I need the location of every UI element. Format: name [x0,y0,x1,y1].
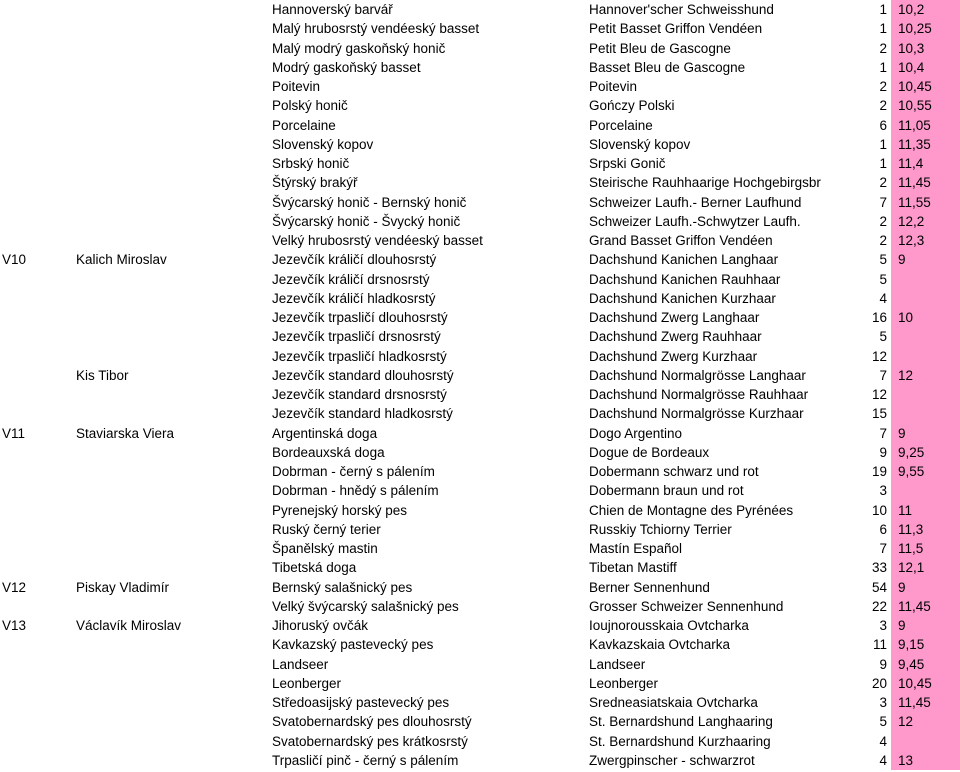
time-cell: 9 [891,250,960,269]
breed-cz-cell: Švýcarský honič - Švycký honič [272,213,461,229]
time-cell: 11,55 [891,193,960,212]
breed-cz-cell: Španělský mastin [272,541,378,556]
table-row [0,250,960,269]
time-cell: 9,55 [891,462,960,481]
entry-count-cell: 9 [879,444,887,460]
breed-orig-cell: Dachshund Zwerg Langhaar [589,310,760,325]
breed-cz-cell: Jezevčík králičí hladkosrstý [272,290,436,306]
time-cell: 10,4 [891,58,960,77]
time-cell: 11,45 [891,173,960,192]
time-cell: 9,15 [891,635,960,654]
entry-count-cell: 4 [879,290,887,306]
time-cell: 9 [891,616,960,635]
breed-orig-cell: Leonberger [589,675,659,691]
breed-orig-cell: Schweizer Laufh.- Berner Laufhund [589,194,802,210]
time-cell: 12 [891,712,960,731]
breed-orig-cell: Dobermann schwarz und rot [589,464,759,479]
breed-cz-cell: Leonberger [272,675,342,691]
entry-count-cell: 54 [871,579,887,595]
breed-orig-cell: Poitevin [589,79,638,94]
breed-cz-cell: Velký švýcarský salašnický pes [272,598,459,614]
table-row [0,443,960,462]
time-cell: 11,35 [891,135,960,154]
table-row [0,578,960,597]
breed-orig-cell: Dobermann braun und rot [589,483,744,499]
entry-count-cell: 12 [871,348,887,364]
entry-count-cell: 5 [879,329,887,345]
breed-orig-cell: Russkiy Tchiorny Terrier [589,521,732,537]
entry-count-cell: 7 [879,425,887,441]
entry-count-cell: 1 [879,2,887,17]
table-row [0,308,960,327]
time-cell: 9 [891,578,960,597]
table-row [0,424,960,443]
table-row [0,481,960,500]
time-cell: 11 [891,501,960,520]
breed-cz-cell: Jezevčík standard dlouhosrstý [272,367,454,383]
table-row [0,366,960,385]
table-row [0,693,960,712]
ring-cell: V11 [2,425,26,441]
breed-cz-cell: Dobrman - hnědý s pálením [272,483,439,499]
time-cell: 11,45 [891,597,960,616]
entry-count-cell: 2 [879,213,887,229]
entry-count-cell: 7 [879,541,887,556]
ring-cell: V12 [2,579,27,595]
breed-cz-cell: Poitevin [272,79,321,94]
time-cell: 12,3 [891,231,960,250]
breed-orig-cell: Srpski Gonič [589,156,666,171]
breed-cz-cell: Jezevčík standard hladkosrstý [272,406,453,422]
entry-count-cell: 22 [871,598,887,614]
entry-count-cell: 16 [871,310,887,325]
time-cell: 10 [891,308,960,327]
breed-cz-cell: Malý hrubosrstý vendéeský basset [272,21,480,37]
time-cell: 11,3 [891,520,960,539]
judge-cell: Kis Tibor [76,367,129,383]
breed-cz-cell: Svatobernardský pes dlouhosrstý [272,714,472,730]
breed-orig-cell: Dachshund Zwerg Kurzhaar [589,348,758,364]
breed-cz-cell: Tibetská doga [272,560,357,576]
entry-count-cell: 5 [879,271,887,287]
time-cell [891,327,960,346]
table-row [0,616,960,635]
breed-cz-cell: Jezevčík standard drsnosrstý [272,387,447,402]
time-cell [891,481,960,500]
entry-count-cell: 33 [871,560,887,576]
entry-count-cell: 2 [879,40,887,56]
breed-orig-cell: Hannover'scher Schweisshund [589,2,774,17]
time-cell: 11,45 [891,693,960,712]
breed-orig-cell: Porcelaine [589,117,653,133]
time-cell [891,289,960,308]
breed-orig-cell: Grosser Schweizer Sennenhund [589,598,784,614]
breed-orig-cell: Chien de Montagne des Pyrénées [589,502,794,518]
table-row [0,19,960,38]
entry-count-cell: 2 [879,233,887,248]
breed-orig-cell: Grand Basset Griffon Vendéen [589,233,773,248]
time-cell [891,347,960,366]
time-cell [891,404,960,423]
entry-count-cell: 5 [879,252,887,268]
breed-cz-cell: Pyrenejský horský pes [272,502,408,518]
time-cell [891,270,960,289]
breed-orig-cell: Dogue de Bordeaux [589,444,710,460]
table-row [0,655,960,674]
table-row [0,231,960,250]
table-row [0,289,960,308]
time-cell: 9,25 [891,443,960,462]
breed-orig-cell: Dogo Argentino [589,425,683,441]
breed-orig-cell: St. Bernardshund Kurzhaaring [589,733,771,749]
entry-count-cell: 4 [879,733,887,749]
table-row [0,558,960,577]
breed-cz-cell: Malý modrý gaskoňský honič [272,40,446,56]
entry-count-cell: 11 [872,637,887,653]
breed-orig-cell: Basset Bleu de Gascogne [589,59,746,75]
time-cell: 10,25 [891,19,960,38]
breed-orig-cell: Schweizer Laufh.-Schwytzer Laufh. [589,213,801,229]
breed-cz-cell: Velký hrubosrstý vendéeský basset [272,233,483,248]
breed-cz-cell: Středoasijský pastevecký pes [272,695,450,710]
table-row [0,173,960,192]
breed-orig-cell: Petit Basset Griffon Vendéen [589,21,763,37]
table-row [0,135,960,154]
time-cell: 12,2 [891,212,960,231]
entry-count-cell: 4 [879,752,887,768]
table-row [0,0,960,19]
breed-cz-cell: Trpasličí pinč - černý s pálením [272,752,459,768]
time-cell: 12 [891,366,960,385]
table-row [0,193,960,212]
entry-count-cell: 12 [871,387,887,402]
time-cell: 10,45 [891,77,960,96]
time-cell: 10,45 [891,674,960,693]
breed-orig-cell: Landseer [589,656,646,672]
time-cell: 13 [891,751,960,770]
entry-count-cell: 1 [879,21,887,37]
time-cell: 11,5 [891,539,960,558]
breed-orig-cell: Tibetan Mastiff [589,560,677,576]
breed-cz-cell: Jezevčík trpasličí dlouhosrstý [272,310,448,325]
breed-cz-cell: Svatobernardský pes krátkosrstý [272,733,468,749]
breed-cz-cell: Jezevčík králičí dlouhosrstý [272,252,437,268]
breed-cz-cell: Hannoverský barvář [272,2,393,17]
entry-count-cell: 9 [879,656,887,672]
breed-orig-cell: Gończy Polski [589,98,675,114]
entry-count-cell: 1 [879,59,887,75]
time-cell: 9 [891,424,960,443]
breed-orig-cell: Slovenský kopov [589,136,691,152]
breed-orig-cell: Ioujnorousskaia Ovtcharka [589,618,749,633]
breed-cz-cell: Jezevčík trpasličí hladkosrstý [272,348,447,364]
breed-cz-cell: Landseer [272,656,329,672]
table-row [0,732,960,751]
entry-count-cell: 3 [879,618,887,633]
breed-cz-cell: Bernský salašnický pes [272,579,413,595]
table-row [0,674,960,693]
breed-orig-cell: St. Bernardshund Langhaaring [589,714,773,730]
breed-cz-cell: Švýcarský honič - Bernský honič [272,194,467,210]
breed-orig-cell: Dachshund Normalgrösse Kurzhaar [589,406,804,422]
entry-count-cell: 3 [879,483,887,499]
breed-orig-cell: Dachshund Kanichen Langhaar [589,252,779,268]
entry-count-cell: 2 [879,98,887,114]
entry-count-cell: 7 [879,194,887,210]
table-row [0,58,960,77]
ring-cell: V13 [2,618,27,633]
entry-count-cell: 19 [871,464,887,479]
entry-count-cell: 10 [871,502,887,518]
breed-orig-cell: Sredneasiatskaia Ovtcharka [589,695,758,710]
breed-cz-cell: Modrý gaskoňský basset [272,59,421,75]
breed-cz-cell: Slovenský kopov [272,136,374,152]
entry-count-cell: 20 [871,675,887,691]
time-cell [891,385,960,404]
breed-orig-cell: Dachshund Kanichen Rauhhaar [589,271,781,287]
entry-count-cell: 1 [879,156,887,171]
table-row [0,154,960,173]
entry-count-cell: 2 [879,79,887,94]
breed-orig-cell: Dachshund Normalgrösse Langhaar [589,367,806,383]
table-row [0,96,960,115]
breed-cz-cell: Polský honič [272,98,348,114]
table-row [0,539,960,558]
table-row [0,77,960,96]
breed-cz-cell: Štýrský brakýř [272,175,358,191]
time-cell: 10,2 [891,0,960,19]
breed-orig-cell: Mastín Español [589,541,683,556]
breed-cz-cell: Jezevčík trpasličí drsnosrstý [272,329,441,345]
breed-orig-cell: Dachshund Kanichen Kurzhaar [589,290,776,306]
breed-cz-cell: Srbský honič [272,156,350,171]
table-row [0,327,960,346]
breed-cz-cell: Bordeauxská doga [272,444,385,460]
breed-cz-cell: Kavkazský pastevecký pes [272,637,434,653]
table-row [0,520,960,539]
table-row [0,404,960,423]
breed-cz-cell: Dobrman - černý s pálením [272,464,435,479]
time-cell: 12,1 [891,558,960,577]
table-row [0,385,960,404]
judge-cell: Václavík Miroslav [76,618,182,633]
entry-count-cell: 6 [879,117,887,133]
entry-count-cell: 15 [871,406,887,422]
judge-cell: Staviarska Viera [76,425,175,441]
time-cell [891,732,960,751]
entry-count-cell: 5 [879,714,887,730]
ring-cell: V10 [2,252,27,268]
table-row [0,751,960,770]
breed-orig-cell: Zwergpinscher - schwarzrot [589,752,755,768]
entry-count-cell: 3 [879,695,887,710]
time-cell: 11,4 [891,154,960,173]
breed-orig-cell: Steirische Rauhhaarige Hochgebirgsbr [589,175,821,191]
table-row [0,462,960,481]
breed-cz-cell: Argentinská doga [272,425,378,441]
breed-cz-cell: Jihoruský ovčák [272,618,369,633]
table-row [0,270,960,289]
entry-count-cell: 6 [879,521,887,537]
entry-count-cell: 7 [879,367,887,383]
breed-cz-cell: Ruský černý terier [272,521,381,537]
time-cell: 11,05 [891,116,960,135]
table-row [0,501,960,520]
table-row [0,597,960,616]
table-row [0,116,960,135]
table-row [0,212,960,231]
entry-count-cell: 1 [879,136,887,152]
time-cell: 10,3 [891,39,960,58]
table-row [0,347,960,366]
table-row [0,635,960,654]
breed-orig-cell: Kavkazskaia Ovtcharka [589,637,731,653]
judge-cell: Piskay Vladimír [76,579,170,595]
entry-count-cell: 2 [879,175,887,191]
judge-cell: Kalich Miroslav [76,252,167,268]
time-cell: 10,55 [891,96,960,115]
table-row [0,39,960,58]
breed-orig-cell: Dachshund Normalgrösse Rauhhaar [589,387,809,402]
breed-orig-cell: Petit Bleu de Gascogne [589,40,731,56]
table-row [0,712,960,731]
breed-cz-cell: Porcelaine [272,117,336,133]
breed-cz-cell: Jezevčík králičí drsnosrstý [272,271,430,287]
breed-orig-cell: Dachshund Zwerg Rauhhaar [589,329,762,345]
time-cell: 9,45 [891,655,960,674]
breed-orig-cell: Berner Sennenhund [589,579,710,595]
